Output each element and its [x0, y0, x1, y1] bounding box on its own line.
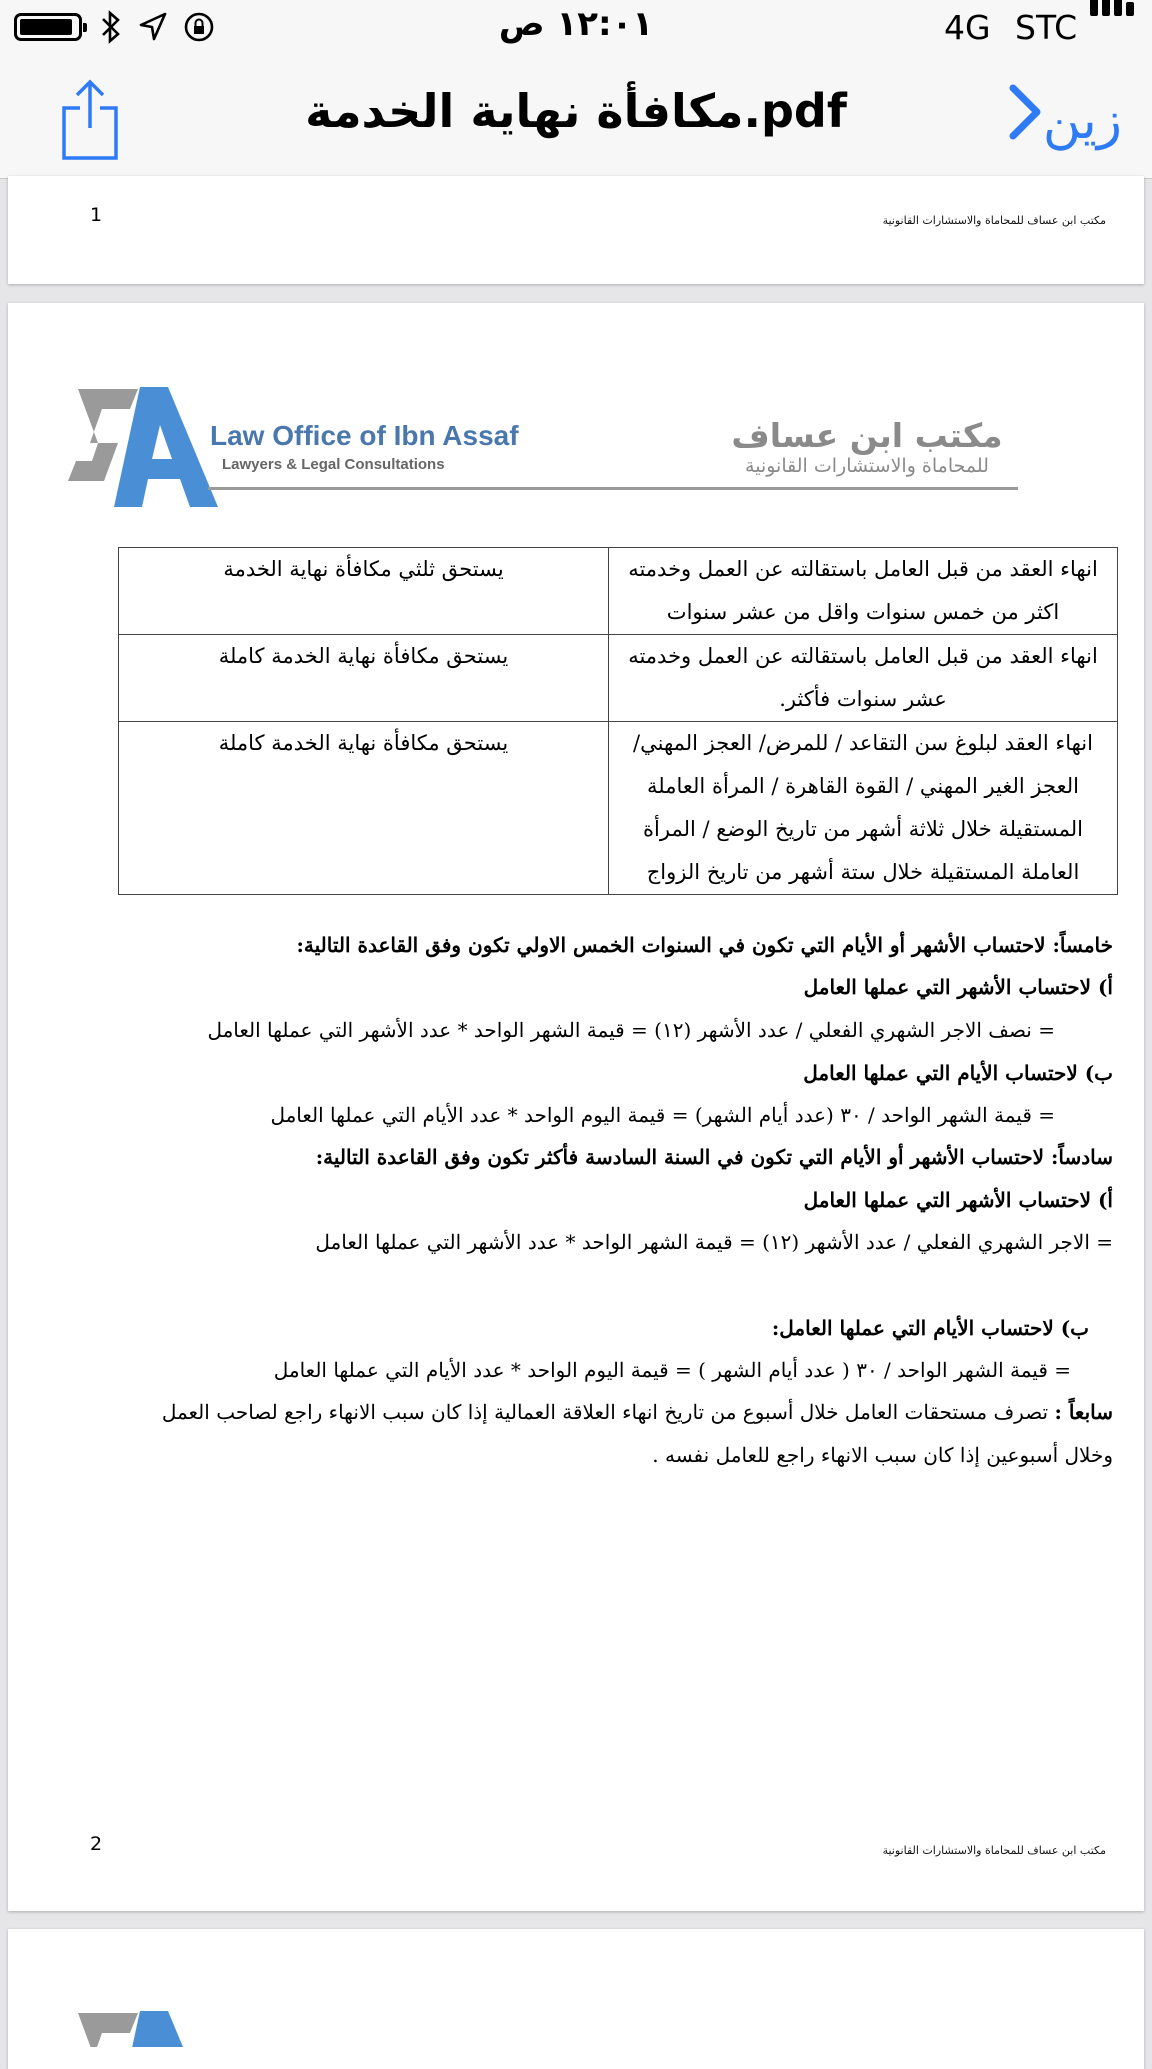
page-footer: مكتب ابن عساف للمحاماة والاستشارات القانونية	[882, 1844, 1106, 1857]
clock: ١٢:٠١ ص	[498, 4, 654, 44]
logo-arabic-name: مكتب ابن عساف	[731, 416, 1003, 455]
subheading: أ) لاحتساب الأشهر التي عملها العامل	[803, 975, 1113, 999]
logo-english-name: Law Office of Ibn Assaf	[210, 420, 519, 451]
section-text: وخلال أسبوعين إذا كان سبب الانهاء راجع للعامل نفسه .	[652, 1443, 1113, 1467]
page-number: 2	[90, 1833, 103, 1855]
page-footer: مكتب ابن عساف للمحاماة والاستشارات القانونية	[882, 214, 1106, 227]
table-cell-entitlement: يستحق ثلثي مكافأة نهاية الخدمة	[119, 548, 609, 635]
section-text: تصرف مستحقات العامل خلال أسبوع من تاريخ انهاء العلاقة العمالية إذا كان سبب الانهاء راجع لصاحب العمل	[161, 1400, 1055, 1424]
logo-arabic-subtitle: للمحاماة والاستشارات القانونية	[745, 455, 989, 477]
back-button[interactable]	[997, 82, 1122, 157]
back-label: زين	[1042, 91, 1122, 151]
network-type: 4G	[944, 8, 991, 47]
formula-line: = الاجر الشهري الفعلي / عدد الأشهر (١٢) = قيمة الشهر الواحد * عدد الأشهر التي عملها العامل	[315, 1230, 1113, 1254]
table-cell-entitlement: يستحق مكافأة نهاية الخدمة كاملة	[119, 635, 609, 722]
section-heading-sixth: سادساً: لاحتساب الأشهر أو الأيام التي تكون في السنة السادسة فأكثر تكون وفق القاعدة التالية:	[315, 1145, 1113, 1169]
document-title: مكافأة نهاية الخدمة.pdf	[305, 84, 847, 138]
pdf-page-1	[8, 176, 1144, 284]
table-cell-case: انهاء العقد لبلوغ سن التقاعد / للمرض/ العجز المهني/العجز الغير المهني / القوة القاهرة / المرأة العاملة المستقيلة خلال ثلاثة أشهر من تاريخ الوضع / المرأة العاملة المستقيلة خلال ستة أشهر من تاريخ الزواج	[609, 722, 1118, 895]
battery-icon	[14, 13, 82, 41]
navigation-bar	[0, 58, 1152, 179]
subheading: أ) لاحتساب الأشهر التي عملها العامل	[803, 1188, 1113, 1212]
location-arrow-icon	[138, 10, 168, 52]
chevron-right-icon	[1007, 82, 1043, 157]
pdf-page-2	[8, 303, 1144, 1911]
page-number: 1	[90, 204, 103, 226]
status-bar	[0, 0, 1152, 58]
law-office-logo-icon	[68, 2007, 228, 2047]
table-cell-case: انهاء العقد من قبل العامل باستقالته عن العمل وخدمته اكثر من خمس سنوات واقل من عشر سنوات	[609, 548, 1118, 635]
pdf-page-3	[8, 1929, 1144, 2069]
entitlement-table	[118, 547, 1118, 895]
bluetooth-icon	[100, 10, 122, 52]
table-row	[119, 548, 1118, 635]
share-icon[interactable]	[60, 78, 120, 162]
rotation-lock-icon	[182, 10, 216, 52]
section-heading-seventh: سابعاً :	[1054, 1400, 1113, 1424]
table-row	[119, 635, 1118, 722]
formula-line: = قيمة الشهر الواحد / ٣٠ (عدد أيام الشهر) = قيمة اليوم الواحد * عدد الأيام التي عملها العامل	[270, 1103, 1055, 1127]
table-cell-entitlement: يستحق مكافأة نهاية الخدمة كاملة	[119, 722, 609, 895]
table-row	[119, 722, 1118, 895]
table-cell-case: انهاء العقد من قبل العامل باستقالته عن العمل وخدمته عشر سنوات فأكثر.	[609, 635, 1118, 722]
subheading: ب) لاحتساب الأيام التي عملها العامل	[803, 1061, 1113, 1085]
logo-divider	[208, 487, 1018, 490]
formula-line: = نصف الاجر الشهري الفعلي / عدد الأشهر (١٢) = قيمة الشهر الواحد * عدد الأشهر التي عملها العامل	[207, 1018, 1055, 1042]
carrier-name: STC	[1015, 8, 1078, 47]
logo-english-subtitle: Lawyers & Legal Consultations	[222, 456, 445, 473]
formula-line: = قيمة الشهر الواحد / ٣٠ ( عدد أيام الشهر ) = قيمة اليوم الواحد * عدد الأيام التي عملها العامل	[273, 1358, 1071, 1382]
subheading: ب) لاحتساب الأيام التي عملها العامل:	[771, 1316, 1089, 1340]
section-seventh	[58, 1400, 1113, 1424]
section-heading-fifth: خامساً: لاحتساب الأشهر أو الأيام التي تكون في السنوات الخمس الاولي تكون وفق القاعدة التالية:	[296, 933, 1113, 957]
